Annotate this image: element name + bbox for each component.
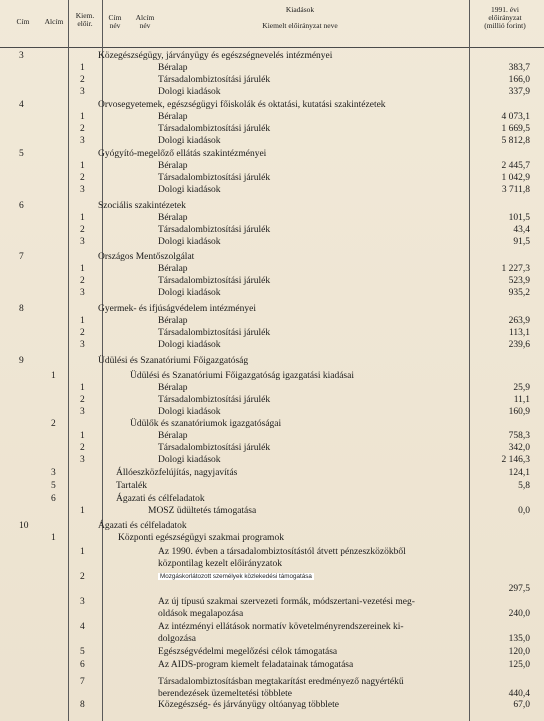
table-row	[0, 394, 544, 406]
table-row	[0, 263, 544, 275]
table-row	[0, 99, 544, 111]
row-label: központilag kezelt előirányzatok	[158, 559, 282, 569]
row-value: 11,1	[513, 395, 530, 405]
row-value: 239,6	[508, 340, 530, 350]
row-value: 43,4	[513, 225, 530, 235]
cim-number: 9	[19, 356, 24, 366]
table-row	[0, 74, 544, 86]
row-label: Béralap	[158, 316, 188, 326]
kiem-number: 7	[80, 677, 85, 687]
table-row	[0, 303, 544, 315]
row-label: oldások megalapozása	[158, 609, 244, 619]
row-value: 935,2	[508, 288, 530, 298]
row-value: 2 445,7	[501, 161, 530, 171]
table-row	[0, 315, 544, 327]
row-label: Gyógyító-megelőző ellátás szakintézményei	[98, 149, 267, 159]
table-row	[0, 505, 544, 517]
table-row	[0, 50, 544, 62]
kiem-number: 1	[80, 264, 85, 274]
row-value: 0,0	[518, 506, 530, 516]
kiem-number: 2	[80, 173, 85, 183]
row-label: Társadalombiztosítási járulék	[158, 173, 271, 183]
table-row	[0, 200, 544, 212]
header-kiemelt: Kiemelt előirányzat neve	[262, 21, 338, 30]
kiem-number: 2	[80, 124, 85, 134]
table-row	[0, 148, 544, 160]
kiem-number: 1	[80, 547, 85, 557]
table-row	[0, 172, 544, 184]
table-row	[0, 442, 544, 454]
row-label: Üdülési és Szanatóriumi Főigazgatóság igazgatási kiadásai	[130, 371, 354, 381]
table-row	[0, 418, 544, 430]
kiem-number: 1	[80, 213, 85, 223]
row-value: 3 711,8	[501, 185, 530, 195]
kiem-number: 5	[80, 647, 85, 657]
kiem-number: 1	[80, 63, 85, 73]
table-row	[0, 251, 544, 263]
row-label: Dologi kiadások	[158, 340, 221, 350]
row-label: Dologi kiadások	[158, 455, 221, 465]
table-row	[0, 454, 544, 466]
row-value: 523,9	[508, 276, 530, 286]
row-label: Társadalombiztosítási járulék	[158, 124, 271, 134]
row-value: 25,9	[513, 383, 530, 393]
table-row	[0, 646, 544, 658]
row-value: 124,1	[508, 468, 530, 478]
row-label: Dologi kiadások	[158, 237, 221, 247]
mosz-note: Mozgáskorlátozott személyek közlekedési támogatása	[160, 573, 312, 580]
table-header	[0, 0, 544, 48]
row-label: Az AIDS-program kiemelt feladatainak támogatása	[158, 660, 354, 670]
alcim-number: 1	[51, 533, 56, 543]
alcim-number: 6	[51, 494, 56, 504]
kiem-number: 2	[80, 395, 85, 405]
table-row	[0, 558, 544, 570]
row-label: Dologi kiadások	[158, 288, 221, 298]
table-row	[0, 480, 544, 492]
row-label: Dologi kiadások	[158, 407, 221, 417]
row-value: 160,9	[508, 407, 530, 417]
kiem-number: 2	[80, 443, 85, 453]
row-label: Közegészségügy, járványügy és egészségnevelés intézményei	[98, 51, 333, 61]
header-cim: Cím	[16, 17, 30, 26]
table-row	[0, 676, 544, 688]
cim-number: 3	[19, 51, 24, 61]
row-value: 91,5	[513, 237, 530, 247]
row-label: Ágazati és célfeladatok	[98, 521, 187, 531]
table-row	[0, 212, 544, 224]
cim-number: 6	[19, 201, 24, 211]
table-row	[0, 520, 544, 532]
alcim-number: 1	[51, 371, 56, 381]
row-label: Béralap	[158, 161, 188, 171]
table-row	[0, 382, 544, 394]
row-label: Béralap	[158, 213, 188, 223]
table-row	[0, 493, 544, 505]
row-value: 5 812,8	[501, 136, 530, 146]
row-label: Üdülők és szanatóriumok igazgatóságai	[130, 419, 282, 429]
row-label: Dologi kiadások	[158, 87, 221, 97]
header-eloiranyzat: 1991. évi előirányzat (millió forint)	[484, 5, 526, 30]
kiem-number: 2	[80, 328, 85, 338]
header-kiadasok: Kiadások	[285, 5, 315, 14]
row-label: Országos Mentőszolgálat	[98, 252, 195, 262]
kiem-number: 3	[80, 87, 85, 97]
row-label: Társadalombiztosítási járulék	[158, 276, 271, 286]
row-label: Dologi kiadások	[158, 136, 221, 146]
table-row	[0, 355, 544, 367]
row-label: Béralap	[158, 383, 188, 393]
row-value: 342,0	[508, 443, 530, 453]
row-label: Az 1990. évben a társadalombiztosítástól átvett pénzeszközökből	[158, 547, 406, 557]
row-value: 758,3	[508, 431, 530, 441]
table-row	[0, 62, 544, 74]
kiem-number: 2	[80, 75, 85, 85]
row-label: Társadalombiztosítási járulék	[158, 225, 271, 235]
row-label: Társadalombiztosítási járulék	[158, 75, 271, 85]
cim-number: 5	[19, 149, 24, 159]
row-value: 101,5	[508, 213, 530, 223]
kiem-number: 8	[80, 700, 85, 710]
header-cim-nev: Cím név	[108, 13, 122, 30]
row-value: 1 042,9	[501, 173, 530, 183]
table-row	[0, 327, 544, 339]
row-label: Béralap	[158, 264, 188, 274]
row-label: Üdülési és Szanatóriumi Főigazgatóság	[98, 356, 249, 366]
alcim-number: 3	[51, 468, 56, 478]
row-label: Egészségvédelmi megelőzési célok támogatása	[158, 647, 338, 657]
table-row	[0, 659, 544, 671]
table-row	[0, 608, 544, 620]
row-value: 67,0	[513, 700, 530, 710]
table-row	[0, 532, 544, 544]
row-label: Állóeszközfelújítás, nagyjavítás	[116, 468, 238, 478]
table-row	[0, 406, 544, 418]
row-value: 135,0	[508, 634, 530, 644]
kiem-number: 1	[80, 383, 85, 393]
row-label: Társadalombiztosítási járulék	[158, 395, 271, 405]
kiem-number: 3	[80, 237, 85, 247]
row-label: Tartalék	[116, 481, 147, 491]
row-value: 440,4	[508, 689, 530, 699]
table-row	[0, 86, 544, 98]
kiem-number: 2	[80, 276, 85, 286]
kiem-number: 1	[80, 431, 85, 441]
table-row	[0, 430, 544, 442]
header-alcim-nev: Alcím név	[135, 13, 155, 30]
kiem-number: 3	[80, 288, 85, 298]
row-label: Társadalombiztosítási járulék	[158, 328, 271, 338]
row-label: Központi egészségügyi szakmai programok	[118, 533, 284, 543]
table-row	[0, 699, 544, 711]
kiem-number: 2	[80, 572, 85, 582]
table-row	[0, 275, 544, 287]
table-row	[0, 633, 544, 645]
alcim-number: 2	[51, 419, 56, 429]
table-row	[0, 621, 544, 633]
row-label: Orvosegyetemek, egészségügyi főiskolák és oktatási, kutatási szakintézetek	[98, 100, 386, 110]
row-value: 263,9	[508, 316, 530, 326]
alcim-number: 5	[51, 481, 56, 491]
table-row	[0, 184, 544, 196]
row-label: Ágazati és célfeladatok	[116, 494, 205, 504]
table-row	[0, 339, 544, 351]
row-label: Közegészség- és járványügy oltóanyag többlete	[158, 700, 339, 710]
row-value: 1 669,5	[501, 124, 530, 134]
kiem-number: 1	[80, 112, 85, 122]
kiem-number: 3	[80, 185, 85, 195]
table-row	[0, 236, 544, 248]
row-label: Társadalombiztosításban megtakarítást eredményező nagyértékű	[158, 677, 404, 687]
row-value: 120,0	[508, 647, 530, 657]
table-row	[0, 546, 544, 558]
table-row	[0, 160, 544, 172]
cim-number: 4	[19, 100, 24, 110]
kiem-number: 3	[80, 597, 85, 607]
cim-number: 10	[19, 521, 29, 531]
kiem-number: 3	[80, 340, 85, 350]
row-label: berendezések üzemeltetési többlete	[158, 689, 292, 699]
row-value: 240,0	[508, 609, 530, 619]
cim-number: 8	[19, 304, 24, 314]
row-label: Az intézményi ellátások normatív követelményrendszereinek ki-	[158, 622, 404, 632]
row-label: Béralap	[158, 112, 188, 122]
table-row	[0, 370, 544, 382]
kiem-number: 6	[80, 660, 85, 670]
row-label: dolgozása	[158, 634, 196, 644]
table-row	[0, 596, 544, 608]
row-label: MOSZ üdültetés támogatása	[148, 506, 257, 516]
row-label: Az új típusú szakmai szervezeti formák, módszertani-vezetési meg-	[158, 597, 415, 607]
row-label: Gyermek- és ifjúságvédelem intézményei	[98, 304, 257, 314]
table-row	[0, 467, 544, 479]
row-label: Béralap	[158, 63, 188, 73]
row-value: 2 146,3	[501, 455, 530, 465]
kiem-number: 3	[80, 455, 85, 465]
row-value: 337,9	[508, 87, 530, 97]
row-label: Szociális szakintézetek	[98, 201, 186, 211]
table-row	[0, 583, 544, 595]
table-row	[0, 287, 544, 299]
row-value: 5,8	[518, 481, 530, 491]
row-value: 4 073,1	[501, 112, 530, 122]
row-value: 383,7	[508, 63, 530, 73]
kiem-number: 3	[80, 407, 85, 417]
row-label: Dologi kiadások	[158, 185, 221, 195]
row-value: 113,1	[508, 328, 530, 338]
cim-number: 7	[19, 252, 24, 262]
row-value: 1 227,3	[501, 264, 530, 274]
table-row	[0, 123, 544, 135]
row-label: Társadalombiztosítási járulék	[158, 443, 271, 453]
row-value: 297,5	[508, 584, 530, 594]
row-label: Béralap	[158, 431, 188, 441]
kiem-number: 1	[80, 506, 85, 516]
header-kiem-eloir: Kiem. előir.	[75, 11, 95, 28]
table-row	[0, 224, 544, 236]
kiem-number: 1	[80, 161, 85, 171]
kiem-number: 2	[80, 225, 85, 235]
row-value: 125,0	[508, 660, 530, 670]
row-value: 166,0	[508, 75, 530, 85]
table-row	[0, 135, 544, 147]
kiem-number: 1	[80, 316, 85, 326]
kiem-number: 4	[80, 622, 85, 632]
table-row	[0, 111, 544, 123]
header-alcim: Alcím	[44, 17, 64, 26]
kiem-number: 3	[80, 136, 85, 146]
